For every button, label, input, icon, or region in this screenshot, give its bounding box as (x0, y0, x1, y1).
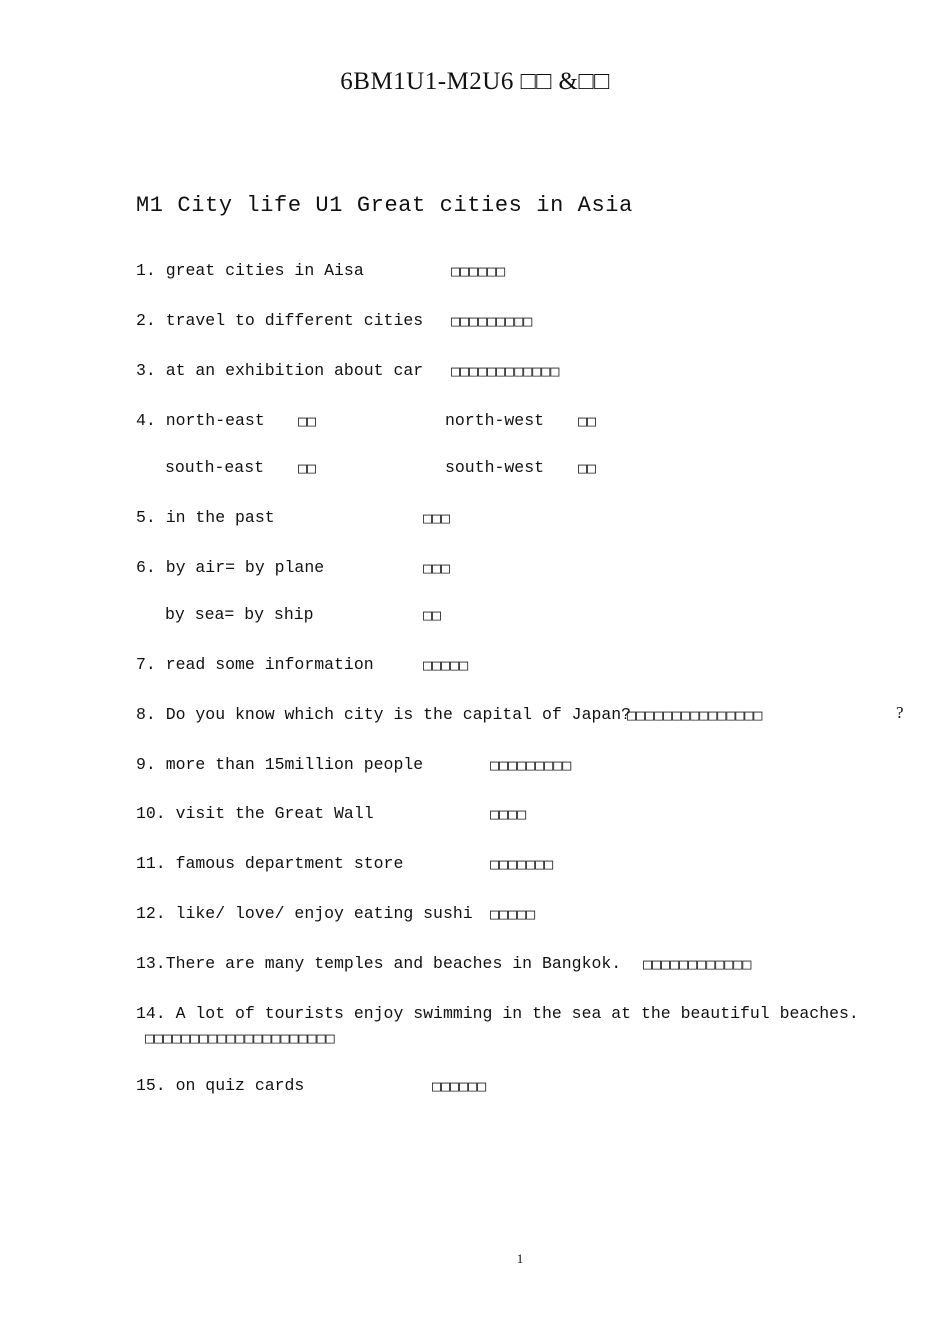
list-item-10-en: 10. visit the Great Wall (136, 804, 374, 823)
list-item-4-en2: north-west (445, 411, 545, 430)
list-item-10-cn: □□□□ (490, 805, 527, 823)
list-item-14-en: 14. A lot of tourists enjoy swimming in the sea at the beautiful beaches. (136, 1004, 859, 1023)
list-item-6-cn: □□□ (423, 559, 451, 577)
section-heading: M1 City life U1 Great cities in Asia (136, 193, 633, 218)
list-item-2-cn: □□□□□□□□□ (451, 312, 533, 330)
list-item-8-cn: □□□□□□□□□□□□□□□ (627, 706, 763, 724)
list-item-9-en: 9. more than 15million people (136, 755, 424, 774)
list-item-7-cn: □□□□□ (423, 656, 469, 674)
list-item-3-en: 3. at an exhibition about car (136, 361, 424, 380)
list-item-15-cn: □□□□□□ (432, 1077, 487, 1095)
list-item-4-cn2: □□ (578, 412, 597, 430)
list-item-4b-cn: □□ (298, 459, 317, 477)
list-item-8-qmark: ? (896, 703, 904, 722)
list-item-6b-en: by sea= by ship (165, 605, 314, 624)
list-item-4b-en: south-east (165, 458, 265, 477)
list-item-1-cn: □□□□□□ (451, 262, 506, 280)
list-item-4-en: 4. north-east (136, 411, 265, 430)
page-number: 1 (516, 1251, 524, 1266)
list-item-15-en: 15. on quiz cards (136, 1076, 305, 1095)
list-item-2-en: 2. travel to different cities (136, 311, 424, 330)
list-item-14-cn: □□□□□□□□□□□□□□□□□□□□□ (145, 1029, 335, 1047)
list-item-5-cn: □□□ (423, 509, 451, 527)
list-item-5-en: 5. in the past (136, 508, 275, 527)
list-item-13-cn: □□□□□□□□□□□□ (643, 955, 752, 973)
list-item-4-cn: □□ (298, 412, 317, 430)
list-item-8-en: 8. Do you know which city is the capital of Japan? (136, 705, 632, 724)
list-item-13-en: 13.There are many temples and beaches in Bangkok. (136, 954, 622, 973)
list-item-4b-cn2: □□ (578, 459, 597, 477)
list-item-6b-cn: □□ (423, 606, 442, 624)
list-item-11-en: 11. famous department store (136, 854, 404, 873)
list-item-7-en: 7. read some information (136, 655, 374, 674)
page-title: 6BM1U1-M2U6 □□ &□□ (340, 68, 610, 95)
list-item-4b-en2: south-west (445, 458, 545, 477)
list-item-1-en: 1. great cities in Aisa (136, 261, 364, 280)
list-item-6-en: 6. by air= by plane (136, 558, 325, 577)
list-item-9-cn: □□□□□□□□□ (490, 756, 572, 774)
list-item-12-en: 12. like/ love/ enjoy eating sushi (136, 904, 473, 923)
list-item-11-cn: □□□□□□□ (490, 855, 554, 873)
list-item-12-cn: □□□□□ (490, 905, 536, 923)
list-item-3-cn: □□□□□□□□□□□□ (451, 362, 560, 380)
